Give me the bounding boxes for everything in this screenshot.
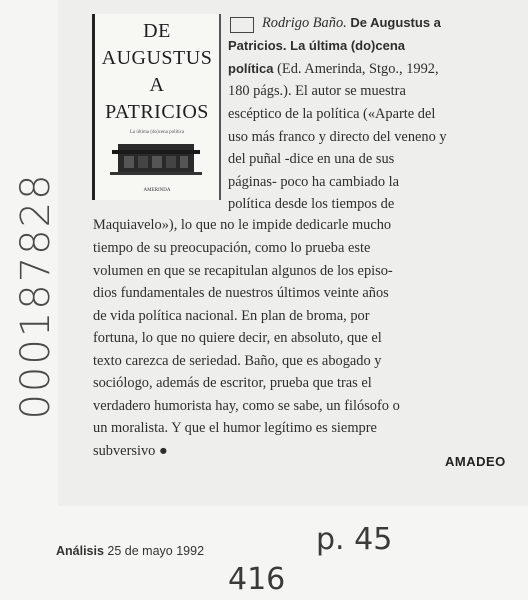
review-line: política desde los tiempos de (228, 196, 395, 212)
cover-title-line: A (149, 74, 165, 96)
review-line: páginas- poco ha cambiado la (228, 174, 400, 190)
review-line: dios fundamentales de nuestros últimos veinte años (93, 285, 389, 301)
review-line (262, 16, 441, 30)
review-line: sociólogo, además de escritor, prueba que tras el (93, 375, 372, 391)
review-line: texto carezca de seriedad. Baño, que es abogado y (93, 353, 382, 369)
book-title-part: política (228, 61, 274, 76)
review-line: subversivo ● (93, 443, 168, 459)
cover-title-line: DE (143, 20, 171, 42)
review-line: tiempo de su preocupación, como lo prueba este (93, 240, 371, 256)
review-line: del puñal -dice en una de sus (228, 151, 395, 167)
review-line: de vida política nacional. En plan de broma, por (93, 308, 370, 324)
review-line: Maquiavelo»), lo que no le impide dedicarle mucho (93, 217, 392, 233)
cover-title-line: AUGUSTUS (101, 47, 213, 69)
review-line: verdadero humorista hay, como se sabe, un filósofo o (93, 398, 400, 414)
review-line: política (Ed. Amerinda, Stgo., 1992, (228, 61, 439, 77)
handwritten-number: 416 (228, 562, 286, 597)
review-line: un moralista. Y que el humor legítimo es siempre (93, 420, 377, 436)
review-line: escéptico de la política («Aparte del (228, 106, 436, 122)
cover-title-line: PATRICIOS (105, 101, 209, 123)
scanned-clipping-page: DE AUGUSTUS A PATRICIOS La última (do)cena política AMERINDA Rodrigo Baño. De Augustus a Patricios. La última (do)cena política (Ed. Amerinda, Stgo., 1992, 180 págs.). El autor se muestra escéptico de la política («Aparte del uso más franco y directo del veneno y del puñal -dice en una de sus páginas- poco ha cambiado la política desde los tiempos de Maquiavelo»), lo que no le impide dedicarle mucho tiempo de su preocupación, como lo prueba este volumen en que se recapitulan algunos de los episo- dios fundamentales de nuestros últimos veinte años de vida política nacional. En plan de broma, por fortuna, lo que no quiere decir, en absoluto, que el texto carezca de seriedad. Baño, que es abogado y sociólogo, además de escritor, prueba que tras el verdadero humorista hay, como se sabe, un filósofo o un moralista. Y que el humor legítimo es siempre subversivo ● AMADEO Análisis 25 de mayo 1992 p. 45 416 000187828 (0, 0, 528, 600)
review-line: fortuna, lo que no quiere decir, en absoluto, que el (93, 330, 382, 346)
review-line: uso más franco y directo del veneno y (228, 129, 447, 145)
cover-subtitle: La última (do)cena política (129, 130, 185, 135)
reviewer-signature: AMADEO (445, 454, 506, 469)
publication-date: 25 de mayo 1992 (107, 544, 205, 558)
book-title-part: Patricios. La última (do)cena (228, 38, 405, 53)
book-cover-image (92, 14, 221, 200)
book-title-part: De Augustus a (350, 15, 441, 30)
author-name: Rodrigo Baño. (262, 15, 347, 31)
cover-illustration (108, 138, 204, 178)
magazine-name: Análisis (56, 544, 104, 558)
review-line: volumen en que se recapitulan algunos de los episo- (93, 263, 393, 279)
review-line: 180 págs.). El autor se muestra (228, 83, 406, 99)
handwritten-page-ref: p. 45 (316, 522, 393, 557)
review-line (228, 39, 405, 53)
publication-footer (56, 544, 204, 558)
cover-imprint: AMERINDA (143, 188, 171, 193)
ornament-box (230, 17, 254, 33)
